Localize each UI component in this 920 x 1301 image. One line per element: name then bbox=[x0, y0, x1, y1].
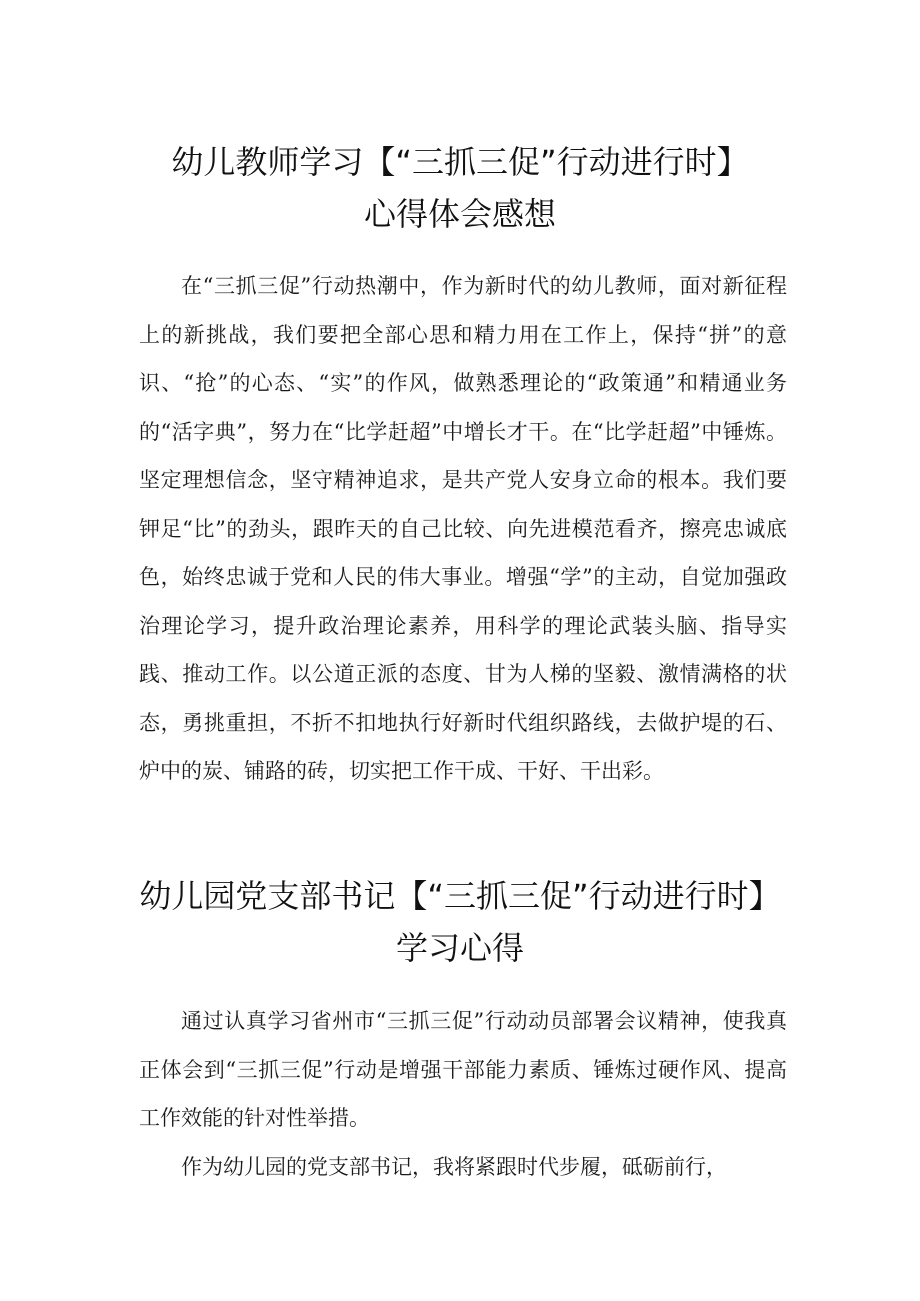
article2-paragraph-1: 通过认真学习省州市“三抓三促”行动动员部署会议精神，使我真正体会到“三抓三促”行动是增强干部能力素质、锤炼过硬作风、提高工作效能的针对性举措。 bbox=[139, 1009, 787, 1130]
article2-title-line1: 幼儿园党支部书记【“三抓三促”行动进行时】 bbox=[139, 877, 781, 915]
article1-title-line2: 心得体会感想 bbox=[363, 195, 556, 233]
article1-body-paragraph: 在“三抓三促”行动热潮中，作为新时代的幼儿教师，面对新征程上的新挑战，我们要把全部心思和精力用在工作上，保持“拼”的意识、“抢”的心态、“实”的作风，做熟悉理论的“政策通”和精通业务的“活字典”，努力在“比学赶超”中增长才干。在“比学赶超”中锤炼。坚定理想信念，坚守精神追求，是共产党人安身立命的根本。我们要钾足“比”的劲头，跟昨天的自己比较、向先进模范看齐，擦亮忠诚底色，始终忠诚于党和人民的伟大事业。增强“学”的主动，自觉加强政治理论学习，提升政治理论素养，用科学的理论武装头脑、指导实践、推动工作。以公道正派的态度、甘为人梯的坚毅、激情满格的状态，勇挑重担，不折不扣地执行好新时代组织路线，去做护堤的石、炉中的炭、铺路的砖，切实把工作干成、干好、干出彩。 bbox=[139, 274, 787, 783]
article2-paragraph-2: 作为幼儿园的党支部书记，我将紧跟时代步履，砥砺前行， bbox=[181, 1155, 727, 1179]
article2-title-line2: 学习心得 bbox=[395, 929, 524, 967]
article1-title-line1: 幼儿教师学习【“三抓三促”行动进行时】 bbox=[171, 143, 749, 181]
